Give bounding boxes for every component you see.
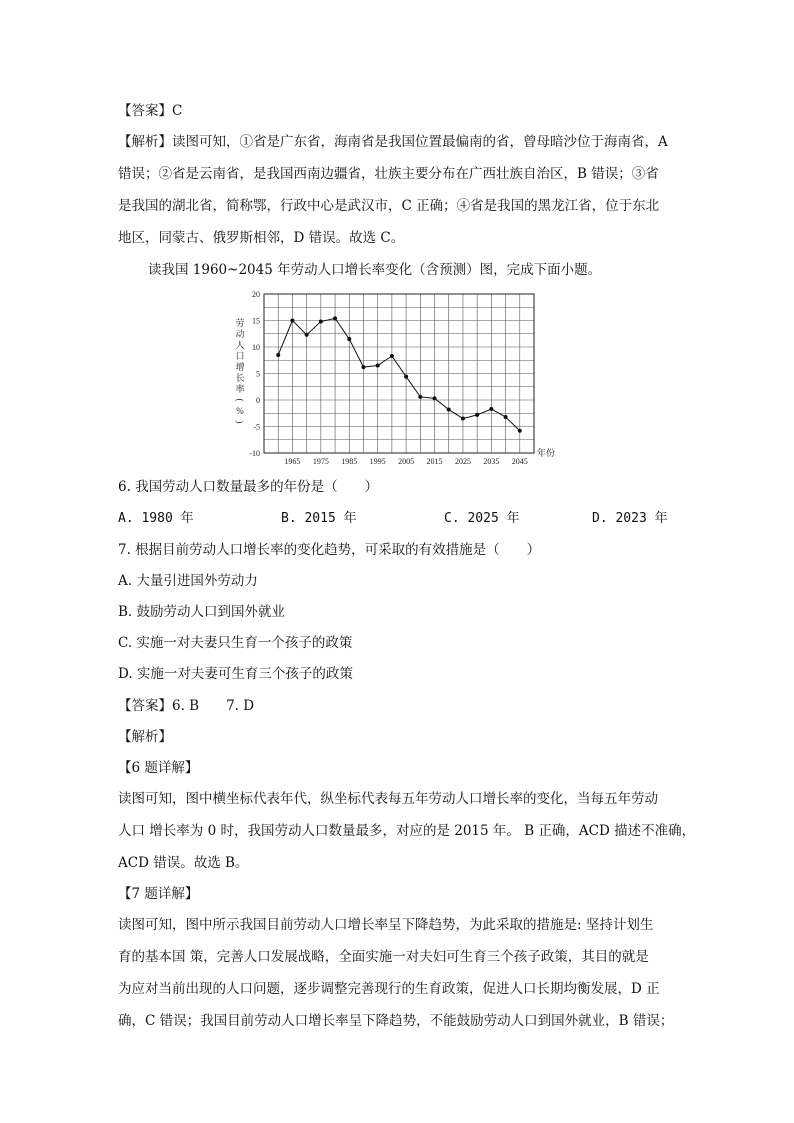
- data-point: [418, 395, 422, 399]
- analysis-title: 【解析】: [118, 729, 172, 745]
- series-line: [278, 318, 520, 430]
- q6-option-d: D. 2023 年: [592, 511, 668, 526]
- q6-option-b: B. 2015 年: [281, 511, 357, 526]
- y-axis-label-char: 劳: [235, 318, 245, 328]
- analysis-line: 【解析】读图可知，①省是广东省，海南省是我国位置最偏南的省，曾母暗沙位于海南省，A: [118, 134, 668, 150]
- q6-detail-title: 【6 题详解】: [118, 760, 199, 776]
- data-point: [447, 408, 451, 412]
- y-tick-label: 10: [252, 343, 260, 352]
- y-tick-label: -5: [253, 422, 260, 432]
- q7-option-d: D. 实施一对夫妻可生育三个孩子的政策: [118, 666, 353, 682]
- data-point: [319, 320, 323, 324]
- y-tick-label: 5: [256, 369, 260, 379]
- y-tick-label: 20: [252, 290, 260, 299]
- data-point: [376, 364, 380, 368]
- data-point: [518, 429, 522, 433]
- q7-option-c: C. 实施一对夫妻只生育一个孩子的政策: [118, 635, 353, 651]
- x-tick-label: 1995: [369, 457, 386, 466]
- data-point: [290, 319, 294, 323]
- question-intro: 读我国 1960~2045 年劳动人口增长率变化（含预测）图，完成下面小题。: [148, 262, 602, 278]
- analysis-line: 错误；②省是云南省，是我国西南边疆省，壮族主要分布在广西壮族自治区，B 错误；③省: [118, 166, 659, 182]
- data-point: [461, 417, 465, 421]
- data-point: [390, 354, 394, 358]
- q7-option-b: B. 鼓励劳动人口到国外就业: [118, 604, 286, 620]
- y-axis-label-char: 率: [235, 384, 245, 394]
- y-tick-label: 15: [252, 316, 260, 326]
- y-axis-label-char: 人: [235, 340, 245, 350]
- x-tick-label: 2015: [426, 457, 443, 466]
- x-tick-label: 2045: [511, 457, 528, 466]
- data-point: [347, 337, 351, 341]
- y-tick-label: 0: [256, 396, 260, 405]
- x-tick-label: 1985: [341, 457, 358, 466]
- q7-detail-title: 【7 题详解】: [118, 886, 199, 902]
- x-tick-label: 1965: [284, 457, 301, 466]
- y-axis-label-char: %: [236, 406, 244, 416]
- q7-detail-line: 育的基本国 策，完善人口发展战略，全面实施一对夫妇可生育三个孩子政策，其目的就是: [118, 949, 649, 965]
- data-point: [504, 415, 508, 419]
- q6-detail-line: 读图可知，图中横坐标代表年代，纵坐标代表每五年劳动人口增长率的变化，当每五年劳动: [118, 791, 658, 807]
- data-point: [433, 396, 437, 400]
- y-axis-label-char: (: [235, 398, 245, 402]
- q6-detail-line: ACD 错误。故选 B。: [118, 855, 249, 871]
- y-axis-label-char: 长: [235, 373, 245, 383]
- analysis-line: 是我国的湖北省，简称鄂，行政中心是武汉市，C 正确；④省是我国的黑龙江省，位于东北: [118, 198, 660, 214]
- data-point: [404, 375, 408, 379]
- labor-growth-chart: [228, 286, 568, 466]
- analysis-line: 地区，同蒙古、俄罗斯相邻，D 错误。故选 C。: [118, 230, 405, 246]
- x-axis-label: 年份: [537, 448, 556, 458]
- x-tick-label: 2025: [454, 457, 471, 466]
- x-tick-label: 2005: [398, 457, 415, 466]
- q6-stem: 6. 我国劳动人口数量最多的年份是（ ）: [118, 479, 379, 495]
- data-point: [475, 413, 479, 417]
- y-axis-label-char: ): [235, 420, 245, 424]
- y-axis-label-char: 口: [235, 351, 245, 361]
- q6-option-a: A. 1980 年: [118, 511, 194, 526]
- q6-detail-line: 人口 增长率为 0 时，我国劳动人口数量最多，对应的是 2015 年。 B 正确，ACD 描述不准确，: [118, 823, 696, 839]
- x-tick-label: 2035: [483, 457, 500, 466]
- q7-detail-line: 确，C 错误；我国目前劳动人口增长率呈下降趋势，不能鼓励劳动人口到国外就业，B 错误；: [118, 1013, 674, 1029]
- q6-option-c: C. 2025 年: [444, 511, 520, 526]
- y-tick-label: -10: [249, 449, 260, 458]
- data-point: [333, 316, 337, 320]
- x-tick-label: 1975: [312, 457, 329, 466]
- y-axis-label-char: 增: [235, 362, 245, 372]
- q7-stem: 7. 根据目前劳动人口增长率的变化趋势，可采取的有效措施是（ ）: [118, 542, 541, 558]
- data-point: [276, 353, 280, 357]
- data-point: [489, 407, 493, 411]
- q7-detail-line: 读图可知，图中所示我国目前劳动人口增长率呈下降趋势，为此采取的措施是: 坚持计划生: [118, 917, 654, 933]
- q7-option-a: A. 大量引进国外劳动力: [118, 573, 258, 589]
- q7-detail-line: 为应对当前出现的人口问题，逐步调整完善现行的生育政策，促进人口长期均衡发展，D 正: [118, 981, 660, 997]
- data-point: [305, 333, 309, 337]
- answer-line-1: 【答案】C: [118, 103, 183, 119]
- answer-line-2: 【答案】6. B 7. D: [118, 698, 255, 714]
- y-axis-label-char: 动: [235, 329, 245, 339]
- data-point: [361, 365, 365, 369]
